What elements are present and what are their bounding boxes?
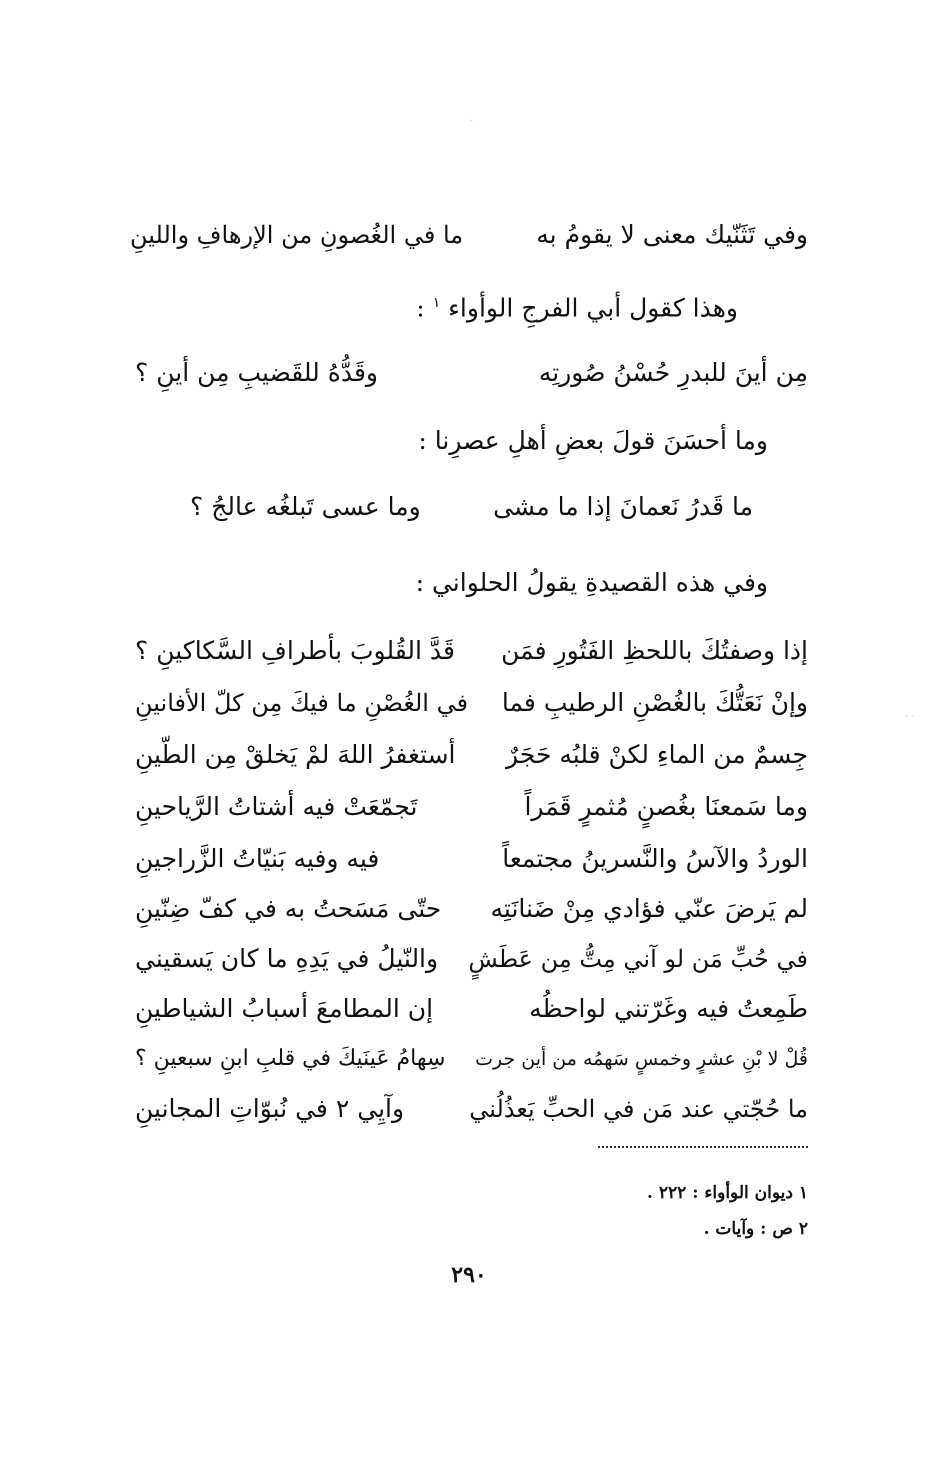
poem-verse xyxy=(0,683,938,723)
hemistich-first: في حُبِّ مَن لو آني مِتُّ مِن عَطَشٍ xyxy=(468,945,808,973)
hemistich-second: والنّيلُ في يَدِهِ ما كان يَسقيني xyxy=(135,944,439,973)
poem-verse xyxy=(0,839,938,879)
hemistich-first: وفي تَثَنّيك معنى لا يقومُ به xyxy=(536,220,808,249)
poem-verse xyxy=(0,631,938,671)
prose-text: وهذا كقول أبي الفرجِ الوأواء xyxy=(448,293,738,323)
verse-line xyxy=(0,487,938,527)
hemistich-first: وما سَمعنَا بغُصنٍ مُثمرٍ قَمَراً xyxy=(524,792,808,821)
hemistich-second: وآيِي ٢ في نُبوّاتِ المجانينِ xyxy=(135,1094,405,1123)
hemistich-second: إن المطامعَ أسبابُ الشياطينِ xyxy=(135,994,434,1023)
poem-verse xyxy=(0,735,938,775)
hemistich-second: حتّى مَسَحتُ به في كفّ ضِنّينِ xyxy=(135,894,442,923)
scan-speck: · · xyxy=(905,712,915,723)
hemistich-second: قَدَّ القُلوبَ بأطرافِ السَّكاكينِ ؟ xyxy=(135,636,455,665)
hemistich-second: فيه وفيه بَنيّاتُ الزَّراجينِ xyxy=(135,844,380,873)
hemistich-first: جِسمٌ من الماءِ لكنْ قلبُه حَجَرٌ xyxy=(506,740,808,769)
hemistich-second: ما في الغُصونِ من الإرهافِ واللينِ xyxy=(130,221,464,249)
poem-verse xyxy=(0,1039,938,1079)
prose-line: وفي هذه القصيدةِ يقولُ الحلواني : xyxy=(415,568,768,597)
hemistich-second: أستغفرُ اللهَ لمْ يَخلقْ مِن الطّينِ xyxy=(135,740,456,769)
hemistich-second: سِهامُ عَينَيكَ في قلبِ ابنِ سبعينِ ؟ xyxy=(135,1046,446,1071)
verse-line xyxy=(0,215,938,255)
hemistich-second: وما عسى تَبلغُه عالجُ ؟ xyxy=(190,492,421,521)
hemistich-first: ما قَدرُ نَعمانَ إذا ما مشى xyxy=(493,492,753,521)
hemistich-first: طَمِعتُ فيه وغَرّتني لواحظُه xyxy=(529,994,808,1023)
footnote-ref: ١ xyxy=(432,295,441,311)
prose-line: وما أحسَنَ قولَ بعضِ أهلِ عصرِنا : xyxy=(418,426,768,455)
poem-verse xyxy=(0,1089,938,1129)
hemistich-first: قُلْ لا بْنِ عشرٍ وخمسٍ سَهمُه من أين جرت xyxy=(475,1048,808,1070)
footnote: ٢ ص : وآيات . xyxy=(703,1219,808,1239)
footnote-divider xyxy=(598,1146,808,1148)
hemistich-first: وإنْ نَعَتُّكَ بالغُصْنِ الرطيبِ فما xyxy=(501,688,808,717)
hemistich-first: ما حُجّتي عند مَن في الحبِّ يَعذُلُني xyxy=(469,1095,808,1123)
hemistich-second: وقَدُّهُ للقَضيبِ مِن أينِ ؟ xyxy=(135,358,378,387)
prose-line xyxy=(416,283,738,323)
hemistich-first: إذا وصفتُكَ باللحظِ الفَتُورِ فمَن xyxy=(501,636,808,665)
prose-colon: : xyxy=(416,293,425,323)
verse-line xyxy=(0,353,938,393)
hemistich-first: الوردُ والآسُ والنَّسرينُ مجتمعاً xyxy=(502,844,808,873)
scan-speck: · xyxy=(470,116,474,127)
hemistich-first: لم يَرضَ عنّي فؤادي مِنْ ضَنانَتِه xyxy=(490,894,808,923)
poem-verse xyxy=(0,939,938,979)
poem-verse xyxy=(0,989,938,1029)
poem-verse xyxy=(0,787,938,827)
poem-verse xyxy=(0,889,938,929)
footnote: ١ ديوان الوأواء : ٢٢٢ . xyxy=(647,1183,808,1203)
page-number: ٢٩٠ xyxy=(451,1262,487,1288)
hemistich-first: مِن أينَ للبدرِ حُسْنُ صُورتِه xyxy=(538,358,808,387)
hemistich-second: تَجمّعَتْ فيه أشتاتُ الرَّياحينِ xyxy=(135,792,418,821)
hemistich-second: في الغُصْنِ ما فيكَ مِن كلّ الأفانينِ xyxy=(135,689,469,717)
